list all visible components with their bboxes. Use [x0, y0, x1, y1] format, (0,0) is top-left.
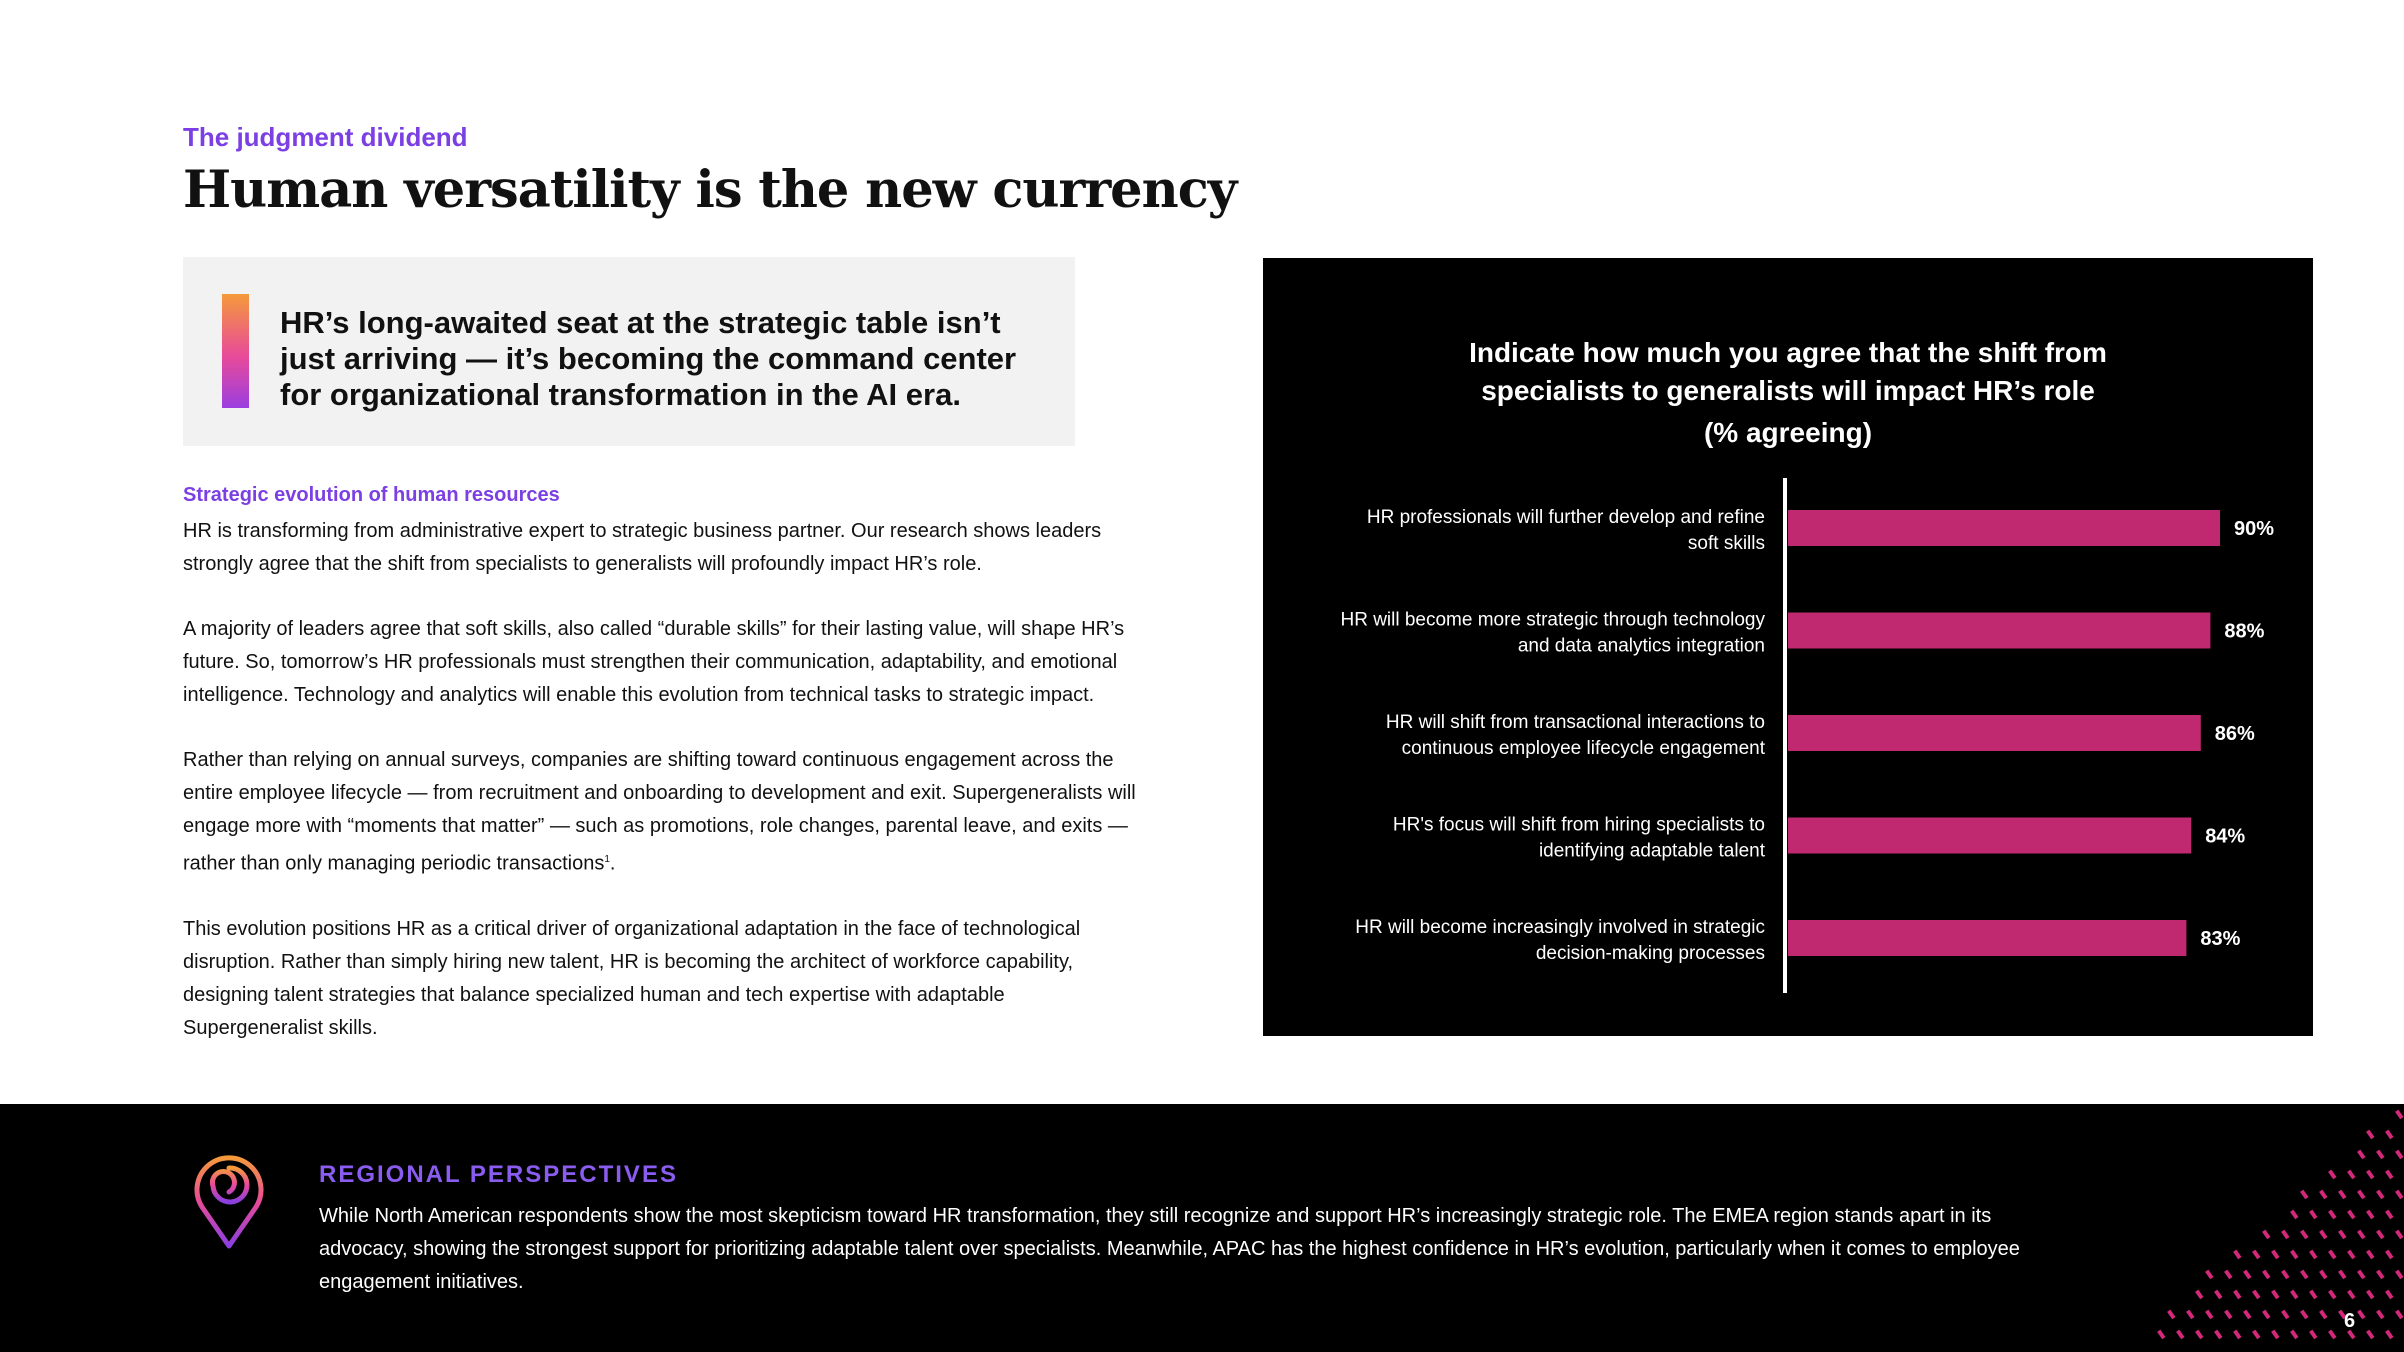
page-number: 6 [2344, 1310, 2356, 1332]
chart-category-label: HR will become increasingly involved in strategic decision-making processes [1355, 917, 1765, 964]
chart-category-label: HR's focus will shift from hiring specialists to identifying adaptable talent [1392, 814, 1765, 862]
chart-bar [1788, 510, 2220, 546]
section-label: Strategic evolution of human resources [183, 484, 560, 506]
body-paragraph-text: Rather than relying on annual surveys, companies are shifting toward continuous engagement across the entire employee lifecycle — from recruitment and onboarding to development and exit. Supergeneralists will engage more with “moments that matter” — such as promotions, role changes, parental leave, and exits — rather than only managing periodic transactions [183, 749, 1136, 875]
section-eyebrow: The judgment dividend [183, 122, 468, 152]
chart-bar [1788, 818, 2191, 854]
chart-category-label: HR will become more strategic through technology and data analytics integration [1340, 609, 1765, 657]
regional-title: REGIONAL PERSPECTIVES [319, 1161, 678, 1188]
body-paragraph: This evolution positions HR as a critical driver of organizational adaptation in the face of technological disruption. Rather than simply hiring new talent, HR is becoming the architect of workforce capability, designing talent strategies that balance specialized human and tech expertise with adaptable Supergeneralist skills. [183, 917, 1081, 1039]
callout-text: HR’s long-awaited seat at the strategic table isn’t just arriving — it’s becoming the command center for organizational transformation in the AI era. [280, 305, 1017, 412]
chart-value-label: 84% [2205, 825, 2246, 848]
callout-accent-bar [222, 294, 249, 408]
regional-text: While North American respondents show the most skepticism toward HR transformation, they still recognize and support HR’s increasingly strategic role. The EMEA region stands apart in its advocacy, showing the strongest support for prioritizing adaptable talent over specialists. Meanwhile, APAC has the highest confidence in HR’s evolution, particularly when it comes to employee engagement initiatives. [319, 1205, 2020, 1293]
chart-category-label: HR will shift from transactional interactions to continuous employee lifecycle engagement [1385, 712, 1765, 759]
chart-bar [1788, 920, 2186, 956]
chart-value-label: 83% [2200, 928, 2241, 950]
page-title: Human versatility is the new currency [183, 160, 1237, 220]
dot-pattern-decoration [2150, 1104, 2404, 1352]
chart-bar [1788, 613, 2210, 649]
footnote-mark: 1 [604, 854, 610, 865]
chart-panel [1263, 258, 2313, 1036]
body-text [183, 515, 1143, 1077]
body-paragraph: A majority of leaders agree that soft skills, also called “durable skills” for their lasting value, will shape HR’s future. So, tomorrow’s HR professionals must strengthen their communication, adaptability, and emotional intelligence. Technology and analytics will enable this evolution from technical tasks to strategic impact. [183, 618, 1125, 706]
body-paragraph: HR is transforming from administrative expert to strategic business partner. Our research shows leaders strongly agree that the shift from specialists to generalists will profoundly impact HR’s role. [183, 520, 1102, 575]
chart-title-line: (% agreeing) [1703, 417, 1873, 448]
chart-title-line: Indicate how much you agree that the shift from [1469, 337, 2107, 368]
chart-value-label: 88% [2224, 620, 2265, 643]
callout-box [183, 257, 1075, 446]
bar-chart [1263, 258, 2313, 1036]
chart-value-label: 90% [2234, 518, 2275, 540]
body-paragraph: Rather than relying on annual surveys, companies are shifting toward continuous engagement across the entire employee lifecycle — from recruitment and onboarding to development and exit. Supergeneralists will engage more with “moments that matter” — such as promotions, role changes, parental leave, and exits — rather than only managing periodic transactions$^1$. [183, 749, 1136, 875]
chart-value-label: 86% [2214, 723, 2255, 745]
chart-bar [1788, 715, 2201, 751]
chart-category-label: HR professionals will further develop and refine soft skills [1366, 507, 1765, 554]
chart-title-line: specialists to generalists will impact HR’s role [1481, 375, 2095, 406]
location-pin-icon [194, 1152, 264, 1250]
